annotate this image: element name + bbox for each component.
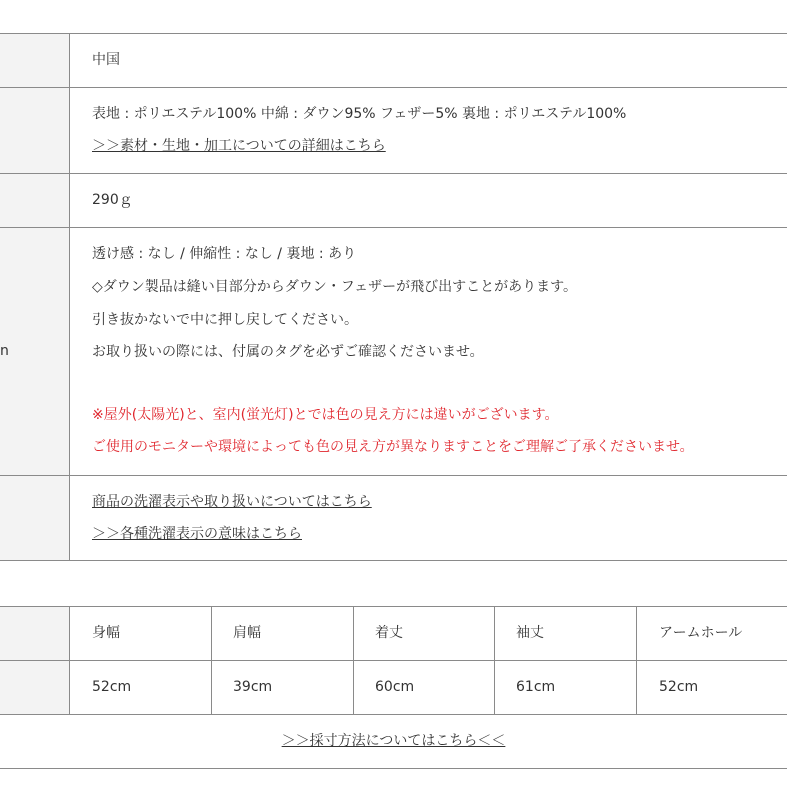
description-label: n: [0, 343, 9, 359]
spec-label-column: [0, 33, 69, 560]
description-line: 引き抜かないで中に押し戻してください。: [92, 312, 358, 328]
size-header-sleeve-length: 袖丈: [516, 625, 544, 641]
size-header-armhole: アームホール: [659, 625, 743, 641]
color-warning-line: ※屋外(太陽光)と、室内(蛍光灯)とでは色の見え方には違いがございます。: [92, 407, 559, 423]
material-value: 表地 : ポリエステル100% 中綿 : ダウン95% フェザー5% 裏地 : ポリエステル100%: [92, 106, 627, 122]
size-bottom-border: [0, 714, 787, 715]
size-value-body-width: 52cm: [92, 679, 132, 695]
size-column-divider: [211, 606, 212, 715]
divider: [0, 475, 787, 476]
spec-column-divider: [69, 33, 70, 561]
color-warning-line: ご使用のモニターや環境によっても色の見え方が異なりますことをご理解ご了承くださいませ。: [92, 439, 694, 455]
spec-top-border: [0, 33, 787, 34]
origin-value: 中国: [92, 52, 120, 68]
measurement-method-link[interactable]: ＞＞採寸方法についてはこちら＜＜: [281, 733, 506, 749]
description-line: お取り扱いの際には、付属のタグを必ずご確認くださいませ。: [92, 344, 484, 360]
care-label-link[interactable]: 商品の洗濯表示や取り扱いについてはこちら: [92, 494, 372, 510]
size-header-length: 着丈: [375, 625, 403, 641]
care-symbols-link[interactable]: ＞＞各種洗濯表示の意味はこちら: [92, 526, 302, 542]
size-header-shoulder-width: 肩幅: [233, 625, 261, 641]
divider: [0, 87, 787, 88]
size-row-divider: [0, 660, 787, 661]
spec-bottom-border: [0, 560, 787, 561]
divider: [0, 173, 787, 174]
material-detail-link[interactable]: ＞＞素材・生地・加工についての詳細はこちら: [92, 138, 386, 154]
weight-value: 290ｇ: [92, 192, 133, 208]
size-value-sleeve-length: 61cm: [516, 679, 556, 695]
size-column-divider: [494, 606, 495, 715]
size-value-shoulder-width: 39cm: [233, 679, 273, 695]
size-column-divider: [353, 606, 354, 715]
description-line: ◇ダウン製品は縫い目部分からダウン・フェザーが飛び出すことがあります。: [92, 279, 577, 295]
size-value-armhole: 52cm: [659, 679, 699, 695]
size-value-length: 60cm: [375, 679, 415, 695]
description-line: 透け感 : なし / 伸縮性 : なし / 裏地 : あり: [92, 246, 357, 262]
divider: [0, 227, 787, 228]
size-column-divider: [636, 606, 637, 715]
footer-border: [0, 768, 787, 769]
size-column-divider: [69, 606, 70, 715]
size-top-border: [0, 606, 787, 607]
size-header-body-width: 身幅: [92, 625, 120, 641]
